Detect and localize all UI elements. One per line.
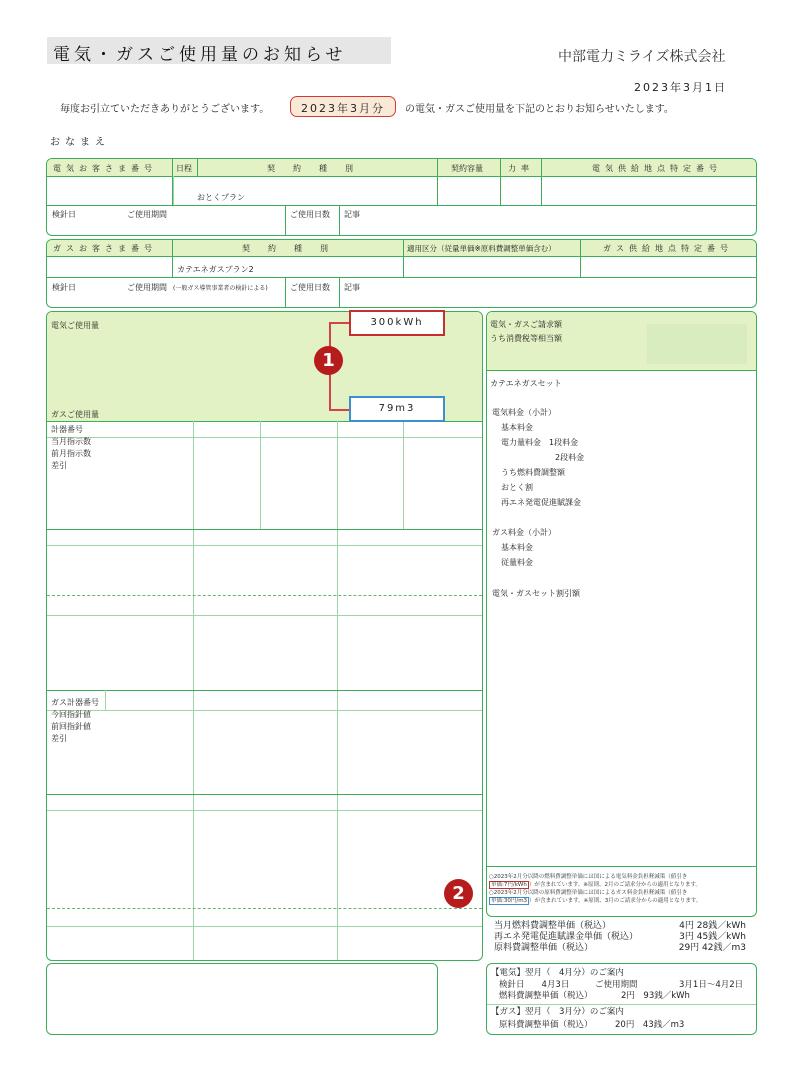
annotation-marker-2: 2: [444, 879, 473, 908]
notice-line: ○2023年2月分以降の燃料費調整単価には国による電気料金負担軽減策（値引き: [489, 874, 688, 880]
rate-value: 3円 45銭／kWh: [679, 932, 746, 942]
notice-line-rest: ）が含まれています。※原則、3月のご請求分からの適用となります。: [529, 898, 702, 904]
intro-text-after: の電気・ガスご使用量を下記のとおりお知らせいたします。: [405, 104, 674, 115]
rate-value: 4円 28銭／kWh: [679, 921, 746, 931]
gas-discount-unit: 単価:30円/m3: [491, 898, 528, 904]
previous-reading-label: 前月指示数: [51, 449, 91, 458]
electric-customer-no-header: 電気お客さま番号: [53, 164, 157, 173]
next-gas-raw-label: 原料費調整単価（税込）: [499, 1020, 593, 1030]
billing-item: 再エネ発電促進賦課金: [501, 498, 581, 507]
gas-usage-label: ガスご使用量: [51, 410, 99, 419]
electric-contract-table: [46, 158, 757, 236]
rate-label: 当月燃料費調整単価（税込）: [494, 921, 612, 931]
rate-label: 原料費調整単価（税込）: [494, 943, 594, 953]
electric-contract-header: 契約種別: [267, 164, 371, 173]
billing-item: おとく割: [501, 483, 533, 492]
rate-value: 29円 42銭／m3: [678, 943, 746, 953]
billing-item: 電気・ガスセット割引額: [492, 589, 580, 598]
electric-supply-point-header: 電気供給地点特定番号: [592, 164, 722, 173]
billing-item: うち燃料費調整額: [501, 468, 565, 477]
rate-label: 再エネ発電促進賦課金単価（税込）: [494, 932, 639, 942]
rate-row: [494, 943, 754, 954]
intro-text: 毎度お引立ていただきありがとうございます。: [60, 104, 270, 115]
gas-contract-header: 契約種別: [242, 244, 346, 253]
billing-item: 従量料金: [501, 558, 533, 567]
company-name: 中部電力ミライズ株式会社: [558, 49, 726, 65]
gas-difference-label: 差引: [51, 734, 67, 743]
rate-row: [494, 932, 754, 943]
electric-usage-value: 300kWh: [349, 310, 445, 336]
set-plan-label: カテエネガスセット: [490, 379, 562, 388]
difference-label: 差引: [51, 461, 67, 470]
electric-meter-day-label: 検針日: [52, 210, 76, 219]
gas-supply-point-header: ガス供給地点特定番号: [603, 244, 733, 253]
billing-panel: [486, 311, 757, 917]
electric-usage-label: 電気ご使用量: [51, 321, 99, 330]
next-gas-raw-value: 20円 43銭／m3: [615, 1020, 685, 1030]
subsidy-notice: [489, 873, 755, 905]
meter-number-label: 計器番号: [51, 425, 83, 434]
billing-item: 2段料金: [555, 453, 585, 462]
gas-customer-no-header: ガスお客さま番号: [53, 244, 157, 253]
electric-usage-days-label: ご使用日数: [290, 210, 330, 219]
electric-power-factor-header: 力率: [508, 164, 534, 173]
billing-item: 基本料金: [501, 423, 533, 432]
electric-meter-labels: [51, 424, 91, 472]
billing-item: 電気料金（小計）: [492, 408, 556, 417]
notice-line: [489, 881, 755, 889]
annotation-marker-1: 1: [314, 346, 343, 375]
next-month-guide: [486, 963, 757, 1035]
next-gas-heading: 【ガス】翌月（ 3月分）のご案内: [491, 1007, 624, 1017]
next-elec-fuel-label: 燃料費調整単価（税込）: [499, 991, 593, 1001]
gas-note-label: 記事: [344, 283, 360, 292]
electric-usage-period-label: ご使用期間: [127, 210, 167, 219]
customer-name-label: おなまえ: [50, 137, 110, 148]
gas-plan: カテエネガスプラン2: [177, 265, 254, 274]
next-elec-period: 3月1日～4月2日: [679, 980, 744, 990]
gas-meter-number-label: ガス計器番号: [51, 698, 99, 707]
notice-line: ○2023年2月分以降の原料費調整単価には国によるガス料金負担軽減策（値引き: [489, 890, 688, 896]
next-elec-period-label: ご使用期間: [595, 980, 638, 990]
gas-usage-period-label: ご使用期間: [127, 283, 167, 292]
issue-date: 2023年3月1日: [634, 81, 727, 94]
electric-plan: おとくプラン: [197, 193, 245, 202]
billing-item: 電力量料金 1段料金: [501, 438, 579, 447]
gas-current-reading-label: 今回指針値: [51, 710, 91, 719]
gas-usage-days-label: ご使用日数: [290, 283, 330, 292]
billing-item: ガス料金（小計）: [492, 528, 556, 537]
next-elec-fuel-value: 2円 93銭／kWh: [621, 991, 690, 1001]
notice-line: [489, 897, 755, 905]
electric-note-label: 記事: [344, 210, 360, 219]
billing-month-badge: 2023年3月分: [290, 96, 396, 117]
notice-line-rest: ）が含まれています。※原則、2月のご請求分からの適用となります。: [528, 882, 702, 888]
billing-item: 基本料金: [501, 543, 533, 552]
gas-usage-value: 79m3: [349, 396, 445, 422]
electric-discount-unit: 単価:7円/kWh: [491, 882, 527, 888]
gas-meter-labels: [51, 697, 99, 745]
notes-box: [46, 963, 438, 1035]
next-elec-heading: 【電気】翌月（ 4月分）のご案内: [491, 968, 624, 978]
total-charge-label: 電気・ガスご請求額: [490, 320, 562, 329]
gas-category-header: 適用区分（従量単価※原料費調整単価含む）: [407, 244, 556, 253]
gas-meter-day-label: 検針日: [52, 283, 76, 292]
rates-list: [494, 921, 754, 954]
rate-row: [494, 921, 754, 932]
electric-capacity-header: 契約容量: [451, 164, 483, 173]
current-reading-label: 当月指示数: [51, 437, 91, 446]
gas-usage-period-note: (一般ガス導管事業者の検針による): [173, 285, 268, 292]
page-title: 電気・ガスご使用量のお知らせ: [47, 37, 391, 64]
tax-label: うち消費税等相当額: [490, 334, 562, 343]
gas-contract-table: [46, 239, 757, 308]
electric-day-header: 日程: [176, 164, 192, 173]
gas-previous-reading-label: 前回指針値: [51, 722, 91, 731]
next-elec-meter-day: 検針日 4月3日: [499, 980, 570, 990]
